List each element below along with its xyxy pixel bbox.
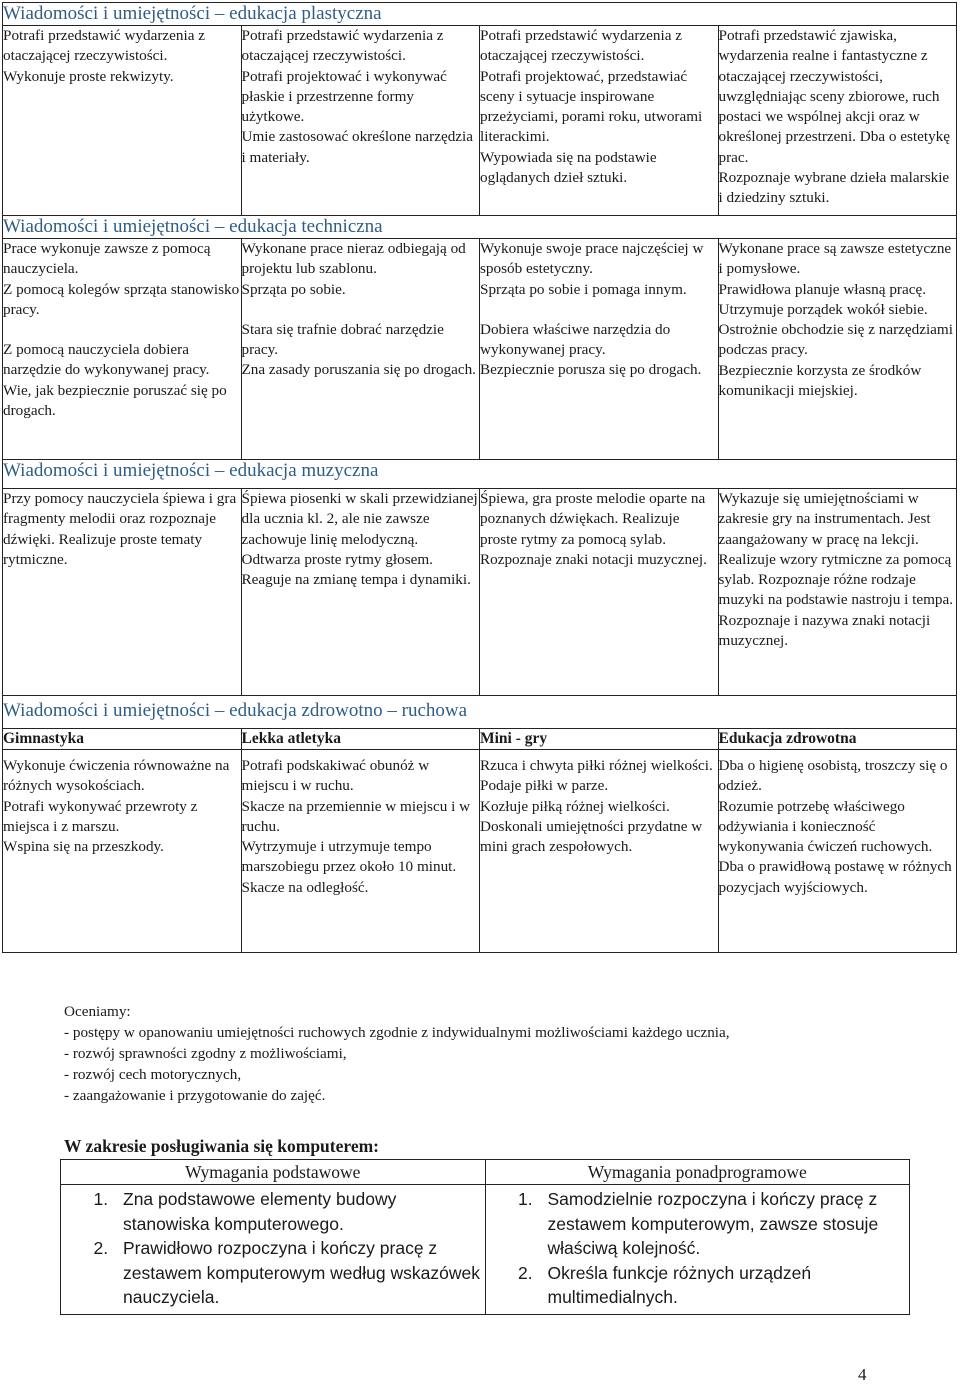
section-header-row	[3, 460, 957, 489]
spacer	[480, 300, 718, 320]
text: Umie zastosować określone narzędzia i materiały.	[241, 128, 474, 166]
list-item: 2. Określa funkcje różnych urządzeń multimedialnych.	[538, 1261, 910, 1310]
spacer	[3, 320, 241, 340]
notes-item: - zaangażowanie i przygotowanie do zajęć.	[64, 1087, 326, 1104]
list-item: 2. Prawidłowo rozpoczyna i kończy pracę z zestawem komputerowym według wskazówek nauczyciela.	[113, 1236, 485, 1310]
text: Rzuca i chwyta piłki różnej wielkości.	[480, 757, 713, 774]
computer-section-title: W zakresie posługiwania się komputerem:	[64, 1136, 380, 1156]
text: Z pomocą kolegów sprząta stanowisko pracy.	[3, 280, 240, 318]
text: Prace wykonuje zawsze z pomocą nauczyciela.	[3, 240, 211, 278]
text: Wykonane prace nieraz odbiegają od projektu lub szablonu.	[241, 240, 466, 278]
section-title-plastyczna: Wiadomości i umiejętności – edukacja plastyczna	[3, 3, 957, 26]
text: Potrafi projektować i wykonywać płaskie i przestrzenne formy użytkowe.	[241, 67, 447, 126]
text: Skacze na odległość.	[241, 878, 369, 896]
text: Potrafi podskakiwać obunóż w miejscu i w ruchu.	[241, 757, 430, 795]
section-title-muzyczna: Wiadomości i umiejętności – edukacja muzyczna	[3, 460, 957, 489]
list-item: 1. Zna podstawowe elementy budowy stanowiska komputerowego.	[113, 1187, 485, 1236]
text: Wspina się na przeszkody.	[3, 838, 164, 856]
section-header-row	[3, 3, 957, 26]
text: Ostrożnie obchodzie się z narzędziami podczas pracy.	[718, 321, 953, 359]
header-edukacja-zdrowotna: Edukacja zdrowotna	[718, 729, 957, 750]
text: Bezpiecznie porusza się po drogach.	[480, 361, 702, 379]
text: Potrafi przedstawić wydarzenia z otaczającej rzeczywistości.	[241, 27, 444, 65]
cell-zdrowotna-2	[241, 750, 480, 953]
cell-zdrowotna-3	[480, 750, 719, 953]
cell-muzyczna-2	[241, 489, 480, 696]
text: Zna zasady poruszania się po drogach.	[241, 361, 476, 379]
notes-item: - rozwój cech motorycznych,	[64, 1066, 242, 1083]
basic-requirements-header: Wymagania podstawowe	[61, 1160, 486, 1185]
text: Rozpoznaje wybrane dzieła malarskie i dziedziny sztuki.	[718, 169, 950, 207]
cell-plastyczna-1	[3, 26, 242, 216]
cell-zdrowotna-1	[3, 750, 242, 953]
section-row-muzyczna	[3, 489, 957, 696]
section-row-techniczna	[3, 239, 957, 460]
sport-header-row	[3, 729, 957, 750]
header-gimnastyka: Gimnastyka	[3, 729, 242, 750]
assessment-notes	[64, 1001, 730, 1106]
text: Potrafi przedstawić wydarzenia z otaczającej rzeczywistości.	[3, 27, 205, 65]
text: Skacze na przemiennie w miejscu i w ruchu.	[241, 797, 471, 835]
cell-muzyczna-1	[3, 489, 242, 696]
text: Wie, jak bezpiecznie poruszać się po drogach.	[3, 381, 227, 420]
text: Dba o higienę osobistą, troszczy się o odzież.	[718, 757, 948, 795]
text: Dba o prawidłową postawę w różnych pozycjach wyjściowych.	[718, 858, 952, 896]
cell-techniczna-1	[3, 239, 242, 460]
page-number: 4	[858, 1365, 867, 1384]
text: Wykonane prace są zawsze estetyczne i pomysłowe.	[718, 240, 952, 278]
list-item: 1. Samodzielnie rozpoczyna i kończy pracę z zestawem komputerowym, zawsze stosuje właściwą kolejność.	[538, 1187, 910, 1261]
notes-item: - rozwój sprawności zgodny z możliwościami,	[64, 1045, 347, 1062]
text: Sprząta po sobie.	[241, 280, 346, 298]
text: Potrafi przedstawić zjawiska, wydarzenia realne i fantastyczne z otaczającej rzeczywistości, uwzględniając sceny zbiorowe, ruch postaci we wspólnej akcji oraz w określonej przestrzeni. Dba o estetykę prac.	[718, 27, 951, 166]
cell-zdrowotna-4	[718, 750, 957, 953]
computer-header-row	[61, 1160, 910, 1185]
text: Wytrzymuje i utrzymuje tempo marszobiegu przez około 10 minut.	[241, 838, 457, 876]
section-row-plastyczna	[3, 26, 957, 216]
basic-requirements-list	[61, 1187, 485, 1310]
text: Prawidłowa planuje własną pracę.	[718, 280, 926, 298]
text: Wykonuje swoje prace najczęściej w sposób estetyczny.	[480, 240, 704, 278]
section-row-zdrowotna	[3, 750, 957, 953]
text: Podaje piłki w parze.	[480, 777, 609, 795]
text: Śpiewa piosenki w skali przewidzianej dla ucznia kl. 2, ale nie zawsze zachowuje linię melodyczną. Odtwarza proste rytmy głosem. Reaguje na zmianę tempa i dynamiki.	[241, 490, 478, 589]
requirements-table	[2, 2, 957, 953]
section-title-zdrowotna: Wiadomości i umiejętności – edukacja zdrowotno – ruchowa	[3, 696, 957, 729]
spacer	[242, 300, 480, 320]
cell-techniczna-3	[480, 239, 719, 460]
cell-techniczna-2	[241, 239, 480, 460]
text: Wykonuje ćwiczenia równoważne na różnych wysokościach.	[3, 757, 230, 795]
text: Śpiewa, gra proste melodie oparte na poznanych dźwiękach. Realizuje proste rytmy za pomocą sylab. Rozpoznaje znaki notacji muzycznej.	[480, 490, 707, 568]
text: Potrafi wykonywać przewroty z miejsca i z marszu.	[3, 797, 198, 835]
text: Doskonali umiejętności przydatne w mini grach zespołowych.	[480, 817, 703, 856]
section-title-techniczna: Wiadomości i umiejętności – edukacja techniczna	[3, 216, 957, 239]
text: Wykazuje się umiejętnościami w zakresie gry na instrumentach. Jest zaangażowany w pracę na lekcji. Realizuje wzory rytmiczne za pomocą sylab. Rozpoznaje różne rodzaje muzyki na podstawie nastroju i tempa. Rozpoznaje i nazywa znaki notacji muzycznej.	[718, 490, 954, 650]
text: Z pomocą nauczyciela dobiera narzędzie do wykonywanej pracy.	[3, 341, 210, 379]
cell-muzyczna-3	[480, 489, 719, 696]
cell-plastyczna-2	[241, 26, 480, 216]
notes-item: - postępy w opanowaniu umiejętności ruchowych zgodnie z indywidualnymi możliwościami każdego ucznia,	[64, 1024, 730, 1041]
text: Utrzymuje porządek wokół siebie.	[718, 300, 928, 318]
computer-body-row	[61, 1185, 910, 1315]
text: Wypowiada się na podstawie oglądanych dzieł sztuki.	[480, 148, 657, 187]
text: Bezpiecznie korzysta ze środków komunikacji miejskiej.	[718, 361, 922, 400]
computer-requirements-table	[60, 1159, 910, 1315]
text: Wykonuje proste rekwizyty.	[3, 67, 174, 85]
text: Sprząta po sobie i pomaga innym.	[480, 280, 687, 298]
advanced-requirements-header: Wymagania ponadprogramowe	[485, 1160, 910, 1185]
text: Potrafi projektować, przedstawiać sceny i sytuacje inspirowane przeżyciami, porami roku, utworami literackimi.	[480, 67, 703, 146]
text: Przy pomocy nauczyciela śpiewa i gra fragmenty melodii oraz rozpoznaje dźwięki. Realizuje proste tematy rytmiczne.	[3, 490, 237, 568]
text: Kozłuje piłką różnej wielkości.	[480, 797, 670, 815]
advanced-requirements-cell	[485, 1185, 910, 1315]
text: Dobiera właściwe narzędzia do wykonywanej pracy.	[480, 320, 671, 359]
basic-requirements-cell	[61, 1185, 486, 1315]
notes-heading: Oceniamy:	[64, 1003, 131, 1020]
header-lekka-atletyka: Lekka atletyka	[241, 729, 480, 750]
section-header-row	[3, 696, 957, 729]
cell-plastyczna-4	[718, 26, 957, 216]
header-mini-gry: Mini - gry	[480, 729, 719, 750]
text: Potrafi przedstawić wydarzenia z otaczającej rzeczywistości.	[480, 27, 682, 65]
cell-plastyczna-3	[480, 26, 719, 216]
advanced-requirements-list	[486, 1187, 910, 1310]
text: Stara się trafnie dobrać narzędzie pracy.	[241, 320, 444, 359]
cell-techniczna-4	[718, 239, 957, 460]
cell-muzyczna-4	[718, 489, 957, 696]
section-header-row	[3, 216, 957, 239]
text: Rozumie potrzebę właściwego odżywiania i konieczność wykonywania ćwiczeń ruchowych.	[718, 797, 933, 856]
